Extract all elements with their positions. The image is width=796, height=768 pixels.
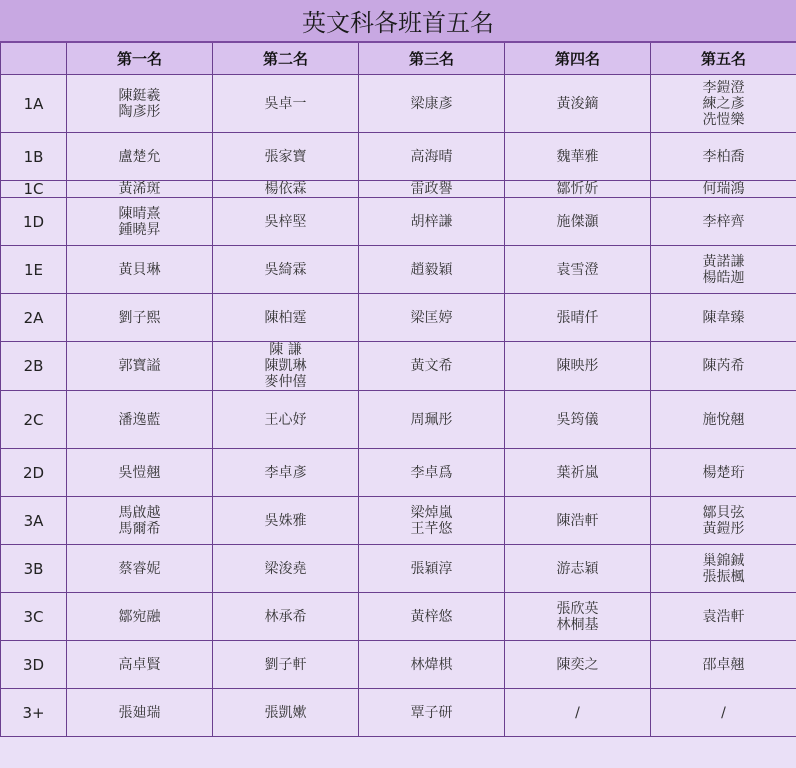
student-name: 林煒棋 xyxy=(410,656,453,673)
student-name: 麥仲僖 xyxy=(264,374,307,390)
rank-3-cell xyxy=(359,294,505,342)
student-name: 梁浚堯 xyxy=(264,560,307,577)
rank-1-cell xyxy=(67,391,213,449)
student-name: 林桐基 xyxy=(556,616,599,633)
rank-3-cell xyxy=(359,593,505,641)
student-name: 鍾曉昇 xyxy=(118,221,161,238)
class-label: 1B xyxy=(1,133,67,181)
rank-3-cell xyxy=(359,449,505,497)
student-name: 袁雪澄 xyxy=(556,261,599,278)
class-label: 1C xyxy=(1,181,67,198)
table-row xyxy=(1,545,796,593)
rank-5-cell xyxy=(651,294,796,342)
student-name: 鄒忻妡 xyxy=(556,181,599,197)
student-name: 吳卓一 xyxy=(264,95,307,112)
student-name: 巢錦鋮 xyxy=(702,552,745,569)
student-name: / xyxy=(575,704,580,721)
rank-2-cell xyxy=(213,497,359,545)
student-name: 施悅翹 xyxy=(702,411,745,428)
student-name: 施傑灝 xyxy=(556,213,599,230)
student-name: 黃諾謙 xyxy=(702,253,745,270)
student-name: 林承希 xyxy=(264,608,307,625)
table-row xyxy=(1,75,796,133)
header-rank-1: 第一名 xyxy=(67,43,213,75)
student-name: 梁康彥 xyxy=(410,95,453,112)
table-row xyxy=(1,391,796,449)
student-name: 周珮彤 xyxy=(410,411,453,428)
rank-1-cell xyxy=(67,133,213,181)
table-title: 英文科各班首五名 xyxy=(0,0,796,43)
class-label: 2A xyxy=(1,294,67,342)
student-name: 張欣英 xyxy=(556,600,599,617)
student-name: 黃貝琳 xyxy=(118,261,161,278)
student-name: 李卓彥 xyxy=(264,464,307,481)
rank-2-cell xyxy=(213,545,359,593)
rank-3-cell xyxy=(359,641,505,689)
student-name: / xyxy=(721,704,726,721)
rank-4-cell xyxy=(505,75,651,133)
student-name: 劉子軒 xyxy=(264,656,307,673)
table-row xyxy=(1,449,796,497)
rank-5-cell xyxy=(651,133,796,181)
student-name: 馬爾希 xyxy=(118,520,161,537)
table-row xyxy=(1,497,796,545)
student-name: 王芊悠 xyxy=(410,520,453,537)
student-name: 張廸瑞 xyxy=(118,704,161,721)
student-name: 吳筠儀 xyxy=(556,411,599,428)
student-name: 楊依霖 xyxy=(264,181,307,197)
rank-2-cell xyxy=(213,294,359,342)
rank-4-cell xyxy=(505,497,651,545)
rank-3-cell xyxy=(359,198,505,246)
rank-1-cell xyxy=(67,246,213,294)
rank-5-cell xyxy=(651,75,796,133)
student-name: 覃子研 xyxy=(410,704,453,721)
rank-4-cell xyxy=(505,689,651,737)
student-name: 高海晴 xyxy=(410,148,453,165)
student-name: 楊皓迦 xyxy=(702,269,745,286)
student-name: 李柏喬 xyxy=(702,148,745,165)
table-row xyxy=(1,181,796,198)
rank-4-cell xyxy=(505,246,651,294)
student-name: 袁浩軒 xyxy=(702,608,745,625)
student-name: 陶彥彤 xyxy=(118,103,161,120)
rank-1-cell xyxy=(67,198,213,246)
student-name: 李鎧澄 xyxy=(702,79,745,96)
rank-2-cell xyxy=(213,641,359,689)
student-name: 邵卓翹 xyxy=(702,656,745,673)
rank-3-cell xyxy=(359,246,505,294)
rank-3-cell xyxy=(359,497,505,545)
rank-2-cell xyxy=(213,593,359,641)
student-name: 郭寶謚 xyxy=(118,358,161,374)
rank-2-cell xyxy=(213,391,359,449)
rank-5-cell xyxy=(651,198,796,246)
student-name: 李梓齊 xyxy=(702,213,745,230)
class-label: 2B xyxy=(1,342,67,391)
rank-5-cell xyxy=(651,689,796,737)
student-name: 盧楚允 xyxy=(118,148,161,165)
rank-5-cell xyxy=(651,545,796,593)
rank-3-cell xyxy=(359,342,505,391)
student-name: 冼愷樂 xyxy=(702,111,745,128)
student-name: 游志穎 xyxy=(556,560,599,577)
rank-1-cell xyxy=(67,449,213,497)
student-name: 黃文希 xyxy=(410,358,453,374)
rank-5-cell xyxy=(651,342,796,391)
student-name: 陳奕之 xyxy=(556,656,599,673)
rank-2-cell xyxy=(213,198,359,246)
rank-1-cell xyxy=(67,294,213,342)
student-name: 張晴仟 xyxy=(556,309,599,326)
student-name: 鄒宛融 xyxy=(118,608,161,625)
rank-2-cell xyxy=(213,133,359,181)
student-name: 王心妤 xyxy=(264,411,307,428)
rank-4-cell xyxy=(505,641,651,689)
header-corner xyxy=(1,43,67,75)
class-label: 3D xyxy=(1,641,67,689)
rank-3-cell xyxy=(359,75,505,133)
rank-1-cell xyxy=(67,181,213,198)
student-name: 張振楓 xyxy=(702,568,745,585)
table-row xyxy=(1,593,796,641)
rank-3-cell xyxy=(359,545,505,593)
table-row xyxy=(1,133,796,181)
student-name: 高卓賢 xyxy=(118,656,161,673)
table-row xyxy=(1,246,796,294)
student-name: 陳浩軒 xyxy=(556,512,599,529)
student-name: 何瑞鴻 xyxy=(702,181,745,197)
rank-3-cell xyxy=(359,133,505,181)
table-body xyxy=(1,75,796,737)
student-name: 張凱嫰 xyxy=(264,704,307,721)
rank-5-cell xyxy=(651,449,796,497)
rank-3-cell xyxy=(359,391,505,449)
student-name: 陳晴熹 xyxy=(118,205,161,222)
class-label: 3A xyxy=(1,497,67,545)
student-name: 張穎淳 xyxy=(410,560,453,577)
student-name: 陳 謙 xyxy=(269,342,302,358)
rank-4-cell xyxy=(505,294,651,342)
rank-4-cell xyxy=(505,198,651,246)
class-label: 3B xyxy=(1,545,67,593)
student-name: 梁匡婷 xyxy=(410,309,453,326)
table-row xyxy=(1,342,796,391)
rank-1-cell xyxy=(67,689,213,737)
student-name: 楊楚珩 xyxy=(702,464,745,481)
class-label: 2D xyxy=(1,449,67,497)
student-name: 胡梓謙 xyxy=(410,213,453,230)
class-label: 3+ xyxy=(1,689,67,737)
table-row xyxy=(1,198,796,246)
student-name: 魏華雅 xyxy=(556,148,599,165)
student-name: 吳梓堅 xyxy=(264,213,307,230)
student-name: 潘逸藍 xyxy=(118,411,161,428)
rank-4-cell xyxy=(505,545,651,593)
class-label: 1D xyxy=(1,198,67,246)
student-name: 陳映彤 xyxy=(556,358,599,374)
student-name: 陳芮希 xyxy=(702,358,745,374)
rank-1-cell xyxy=(67,593,213,641)
student-name: 馬啟越 xyxy=(118,504,161,521)
student-name: 黃浠斑 xyxy=(118,181,161,197)
header-rank-2: 第二名 xyxy=(213,43,359,75)
rank-3-cell xyxy=(359,689,505,737)
student-name: 劉子熙 xyxy=(118,309,161,326)
table-row xyxy=(1,294,796,342)
rank-1-cell xyxy=(67,75,213,133)
student-name: 葉祈嵐 xyxy=(556,464,599,481)
rank-1-cell xyxy=(67,342,213,391)
student-name: 陳韋臻 xyxy=(702,309,745,326)
rank-3-cell xyxy=(359,181,505,198)
student-name: 趙毅穎 xyxy=(410,261,453,278)
student-name: 張家寶 xyxy=(264,148,307,165)
class-label: 2C xyxy=(1,391,67,449)
rank-4-cell xyxy=(505,181,651,198)
table-row xyxy=(1,641,796,689)
student-name: 吳愷翹 xyxy=(118,464,161,481)
rank-2-cell xyxy=(213,689,359,737)
rank-2-cell xyxy=(213,246,359,294)
header-rank-4: 第四名 xyxy=(505,43,651,75)
rank-5-cell xyxy=(651,246,796,294)
rank-2-cell xyxy=(213,449,359,497)
rank-4-cell xyxy=(505,133,651,181)
rank-2-cell xyxy=(213,181,359,198)
rank-5-cell xyxy=(651,641,796,689)
rank-1-cell xyxy=(67,545,213,593)
student-name: 吳綺霖 xyxy=(264,261,307,278)
rank-5-cell xyxy=(651,593,796,641)
rank-2-cell xyxy=(213,75,359,133)
student-name: 雷政譽 xyxy=(410,181,453,197)
student-name: 陳凱琳 xyxy=(264,358,307,374)
rank-5-cell xyxy=(651,181,796,198)
class-label: 1A xyxy=(1,75,67,133)
rank-4-cell xyxy=(505,342,651,391)
rank-1-cell xyxy=(67,641,213,689)
rank-5-cell xyxy=(651,391,796,449)
student-name: 梁焯嵐 xyxy=(410,504,453,521)
rank-4-cell xyxy=(505,593,651,641)
rank-5-cell xyxy=(651,497,796,545)
student-name: 黃鎧彤 xyxy=(702,520,745,537)
student-name: 鄒貝弦 xyxy=(702,504,745,521)
header-rank-3: 第三名 xyxy=(359,43,505,75)
student-name: 吳姝雅 xyxy=(264,512,307,529)
student-name: 練之彥 xyxy=(702,95,745,112)
table-row xyxy=(1,689,796,737)
rank-4-cell xyxy=(505,391,651,449)
header-row xyxy=(1,43,796,75)
student-name: 李卓爲 xyxy=(410,464,453,481)
rank-4-cell xyxy=(505,449,651,497)
student-name: 黃梓悠 xyxy=(410,608,453,625)
student-name: 蔡睿妮 xyxy=(118,560,161,577)
student-name: 陳鋌羲 xyxy=(118,87,161,104)
student-name: 黃浚鏑 xyxy=(556,95,599,112)
ranking-table xyxy=(0,43,796,737)
rank-2-cell xyxy=(213,342,359,391)
class-label: 3C xyxy=(1,593,67,641)
header-rank-5: 第五名 xyxy=(651,43,796,75)
student-name: 陳柏霆 xyxy=(264,309,307,326)
rank-1-cell xyxy=(67,497,213,545)
class-label: 1E xyxy=(1,246,67,294)
